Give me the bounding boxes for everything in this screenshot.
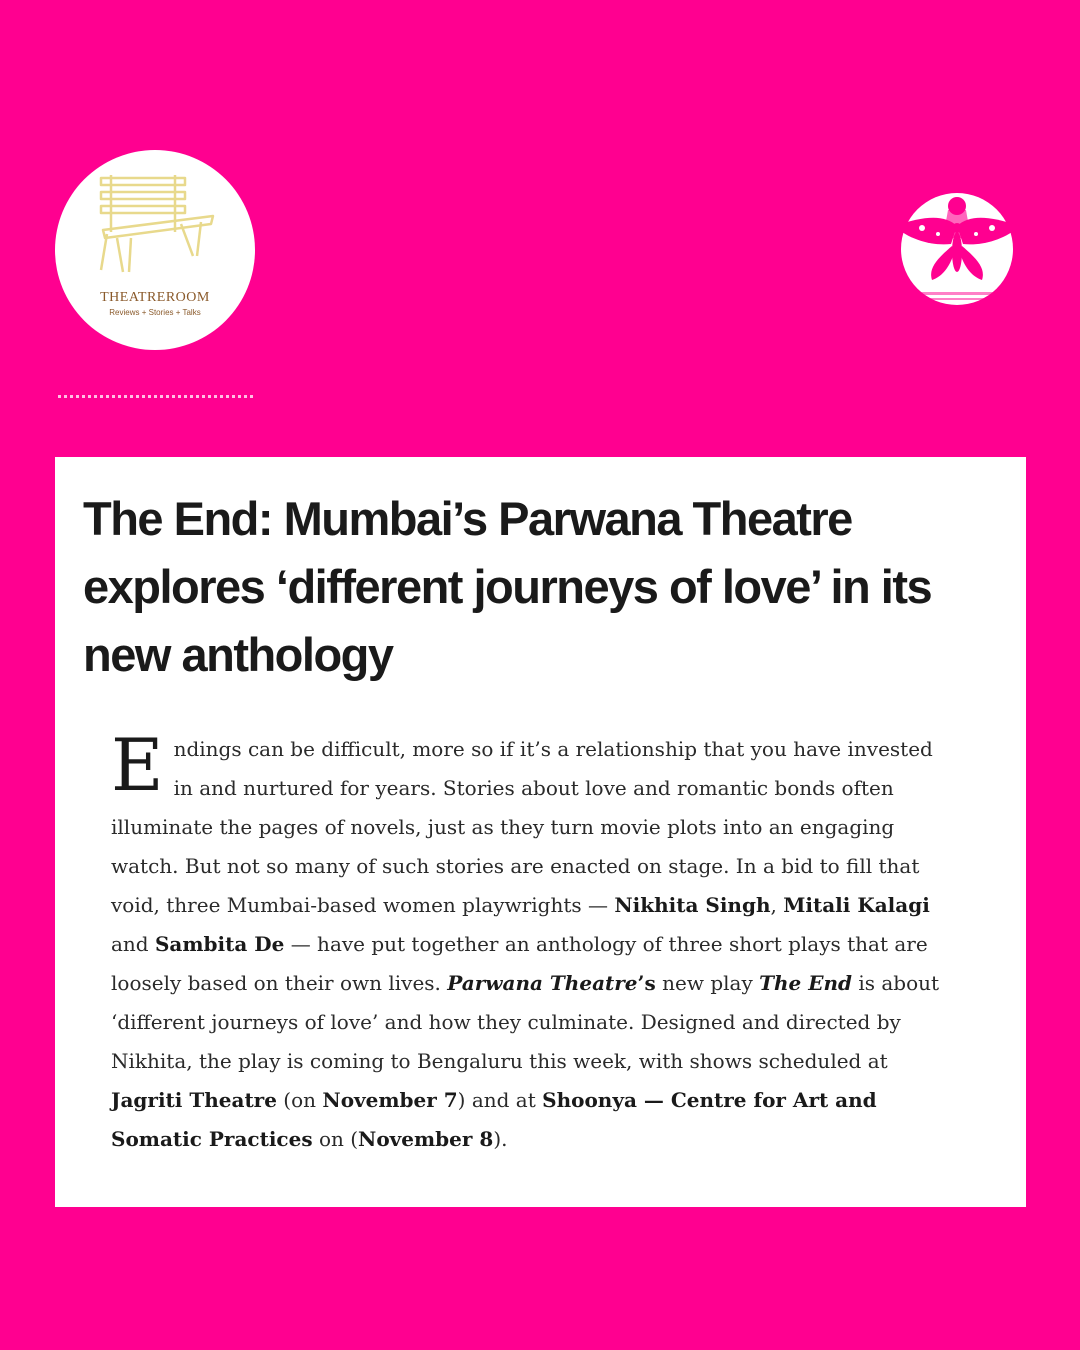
drop-cap: E [111, 723, 164, 807]
article-text: on ( [312, 1127, 359, 1151]
show-date: November 7 [322, 1088, 458, 1112]
moth-emblem-icon [888, 180, 1026, 310]
possessive-suffix: ’s [637, 971, 656, 995]
article-text: ). [493, 1127, 508, 1151]
article-text: ndings can be difficult, more so if it’s a relationship that you have invested in and nurtured for years. Stories about love and romantic bonds often illuminate the pages of novels, just as they turn movie plots into an engaging watch. But not so many of such stories are enacted on stage. In a bid to fill that void, three Mumbai-based women playwrights — [111, 737, 933, 917]
venue-name: Jagriti Theatre [111, 1088, 277, 1112]
article-text: new play [655, 971, 760, 995]
article-text: ) and at [457, 1088, 543, 1112]
article-text: (on [276, 1088, 323, 1112]
article-text: — have put together an anthology of three short plays that are loosely based on their own lives. [111, 932, 928, 995]
dotted-divider [58, 395, 253, 398]
playwright-name: Nikhita Singh [614, 893, 771, 917]
show-date: November 8 [358, 1127, 494, 1151]
article-text: is about ‘different journeys of love’ and how they culminate. Designed and directed by Nikhita, the play is coming to Bengaluru this week, with shows scheduled at [111, 971, 940, 1073]
article-text: , [770, 893, 784, 917]
bench-icon [93, 172, 217, 288]
headline: The End: Mumbai’s Parwana Theatre explores ‘different journeys of love’ in its new anthology [83, 492, 932, 681]
logo-tagline: Reviews + Stories + Talks [109, 308, 201, 317]
playwright-name: Mitali Kalagi [783, 893, 930, 917]
article-text: and [111, 932, 155, 956]
article-body [111, 723, 947, 1159]
venue-name: Shoonya — Centre for Art and Somatic Practices [111, 1088, 877, 1151]
logo-wordmark: THEATREROOM [100, 290, 210, 305]
article-card [55, 457, 1026, 1207]
playwright-name: Sambita De [154, 932, 285, 956]
theatreroom-logo [55, 150, 255, 350]
play-title: The End [759, 971, 852, 995]
company-name: Parwana Theatre [447, 971, 638, 995]
